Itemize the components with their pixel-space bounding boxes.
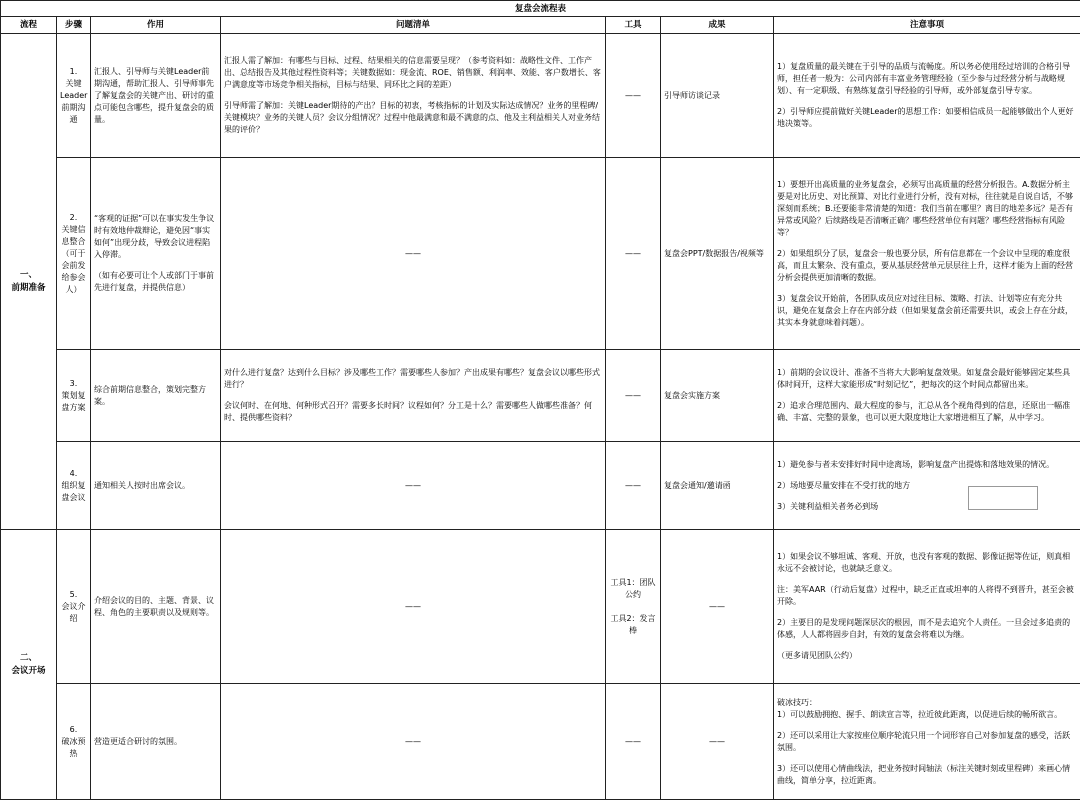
table-row	[1, 158, 1080, 350]
purpose-cell: 通知相关人按时出席会议。	[91, 442, 221, 530]
header-purpose: 作用	[91, 17, 221, 34]
header-tool: 工具	[606, 17, 661, 34]
header-phase: 流程	[1, 17, 57, 34]
questions-cell: ——	[221, 158, 606, 350]
tool-cell: ——	[606, 442, 661, 530]
questions-cell: ——	[221, 684, 606, 800]
phase-cell-preparation	[1, 34, 57, 530]
result-cell: 引导师访谈记录	[661, 34, 774, 158]
purpose-cell: 介绍会议的目的、主题、背景、议程、角色的主要职责以及规则等。	[91, 530, 221, 684]
table-row	[1, 350, 1080, 442]
questions-cell: ——	[221, 442, 606, 530]
header-result: 成果	[661, 17, 774, 34]
result-cell: 复盘会通知/邀请函	[661, 442, 774, 530]
step-cell: 3. 策划复 盘方案	[57, 350, 91, 442]
notes-cell: 1）如果会议不够坦诚、客观、开放，也没有客观的数据、影像证据等佐证，则真相永远不会被讨论，也就缺乏意义。 注：美军AAR（行动后复盘）过程中，缺乏正直或坦率的人将得不到晋升，甚至会被开除。 2）主要目的是发现问题深层次的根因，而不是去追究个人责任。一旦会过多追责的体感，人人都将固步自封，有效的复盘会将难以为继。 （更多请见团队公约）	[774, 530, 1080, 684]
table-row	[1, 684, 1080, 800]
questions-cell: 对什么进行复盘？达到什么目标？涉及哪些工作？需要哪些人参加？产出成果有哪些？复盘会议以哪些形式进行？ 会议何时、在何地、何种形式召开？需要多长时间？议程如何？分工是十么？需要哪些人做哪些准备？何时、提供哪些资料？	[221, 350, 606, 442]
result-cell: 复盘会PPT/数据报告/视频等	[661, 158, 774, 350]
purpose-cell: “客观的证据”可以在事实发生争议时有效地仲裁辩论，避免因“事实如何”出现分歧，导致会议进程陷入停滞。 （如有必要可让个人或部门于事前先进行复盘，并提供信息）	[91, 158, 221, 350]
tool-cell: ——	[606, 34, 661, 158]
questions-cell: ——	[221, 530, 606, 684]
phase-label: 二、 会议开场	[11, 652, 46, 676]
result-cell: 复盘会实施方案	[661, 350, 774, 442]
embedded-text-box	[968, 486, 1038, 510]
result-cell: ——	[661, 530, 774, 684]
header-questions: 问题清单	[221, 17, 606, 34]
notes-cell: 1）要想开出高质量的业务复盘会，必须写出高质量的经营分析报告。A.数据分析主要是对比历史、对比预算、对比行业进行分析，没有对标，往往就是自说自话，不够深刻而系统；B.还要能非常清楚的知道：我们当前在哪里？离目的地差多远？是否有异常或风险？后续路线是否清晰正确？哪些经营单位有问题？哪些经营指标有风险等？ 2）如果组织分了层，复盘会一般也要分层，所有信息都在一个会议中呈现的难度很高，而且太繁杂、没有重点，要从基层经营单元层层往上升，这样才能为上面的经营分析会提供更加清晰的数据。 3）复盘会议开始前，各团队成员应对过往目标、策略、打法、计划等应有充分共识，避免在复盘会上存在内部分歧（但如果复盘会前还需要共识，或会上存在分歧，其实本身就意味着问题）。	[774, 158, 1080, 350]
tool-cell: ——	[606, 684, 661, 800]
tool-cell: 工具1：团队公约 工具2：发言棒	[606, 530, 661, 684]
table-row	[1, 530, 1080, 684]
purpose-cell: 综合前期信息整合，策划完整方案。	[91, 350, 221, 442]
table-row	[1, 442, 1080, 530]
step-cell: 2. 关键信 息整合 （可于 会前发 给参会 人）	[57, 158, 91, 350]
table-title: 复盘会流程表	[1, 1, 1080, 17]
notes-cell: 1）前期的会议设计、准备不当将大大影响复盘效果。如复盘会最好能够固定某些具体时间开，这样大家能形成“时刻记忆”，把每次的这个时间点都留出来。 2）追求合理范围内、最大程度的参与，汇总从各个视角得到的信息，还原出一幅准确、丰富、完整的景象，也可以更大限度地让大家增进相互了解，从中学习。	[774, 350, 1080, 442]
tool-cell: ——	[606, 158, 661, 350]
step-cell: 1. 关键 Leader 前期沟 通	[57, 34, 91, 158]
purpose-cell: 汇报人、引导师与关键Leader前期沟通，帮助汇报人、引导师事先了解复盘会的关键产出、研讨的重点可能包含哪些，提升复盘会的质量。	[91, 34, 221, 158]
phase-cell-opening	[1, 530, 57, 800]
header-row	[1, 17, 1080, 34]
phase-label: 一、 前期准备	[11, 269, 46, 293]
questions-cell: 汇报人需了解加：有哪些与目标、过程、结果相关的信息需要呈现？（参考资料如：战略性文件、工作产出、总结报告及其他过程性资料等；关键数据如：现金流、ROE、销售额、利润率、效能、客户数增长、客户满意度等市场竞争相关指标，目标与结果、同环比之间的差距） 引导师需了解加：关键Leader期待的产出？目标的初衷，考核指标的计划及实际达成情况？业务的里程碑/关键模块？业务的关键人员？会议分组情况？过程中他最满意和最不满意的点、他及主利益相关人对业务结果的评价？	[221, 34, 606, 158]
step-cell: 6. 破冰预 热	[57, 684, 91, 800]
purpose-cell: 营造更适合研讨的氛围。	[91, 684, 221, 800]
step-cell: 4. 组织复 盘会议	[57, 442, 91, 530]
notes-cell: 破冰技巧： 1）可以鼓励拥抱、握手、朗读宣言等，拉近彼此距离，以促进后续的畅所欲言。 2）还可以采用让大家按座位顺序轮流只用一个词形容自己对参加复盘的感受，活跃氛围。 3）还可以使用心情曲线法，把业务按时间轴法（标注关键时刻或里程碑）来画心情曲线，简单分享，拉近距离。	[774, 684, 1080, 800]
tool-cell: ——	[606, 350, 661, 442]
step-cell: 5. 会议介 绍	[57, 530, 91, 684]
table-row	[1, 34, 1080, 158]
notes-cell: 1）避免参与者未安排好时间中途离场，影响复盘产出提炼和落地效果的情况。 2）场地要尽量安排在不受打扰的地方 3）关键利益相关者务必到场	[774, 442, 1080, 530]
result-cell: ——	[661, 684, 774, 800]
notes-cell: 1）复盘质量的最关键在于引导的品质与流畅度。所以务必使用经过培训的合格引导师，担任者一般为：公司内部有丰富业务管理经验（至少参与过经营分析与战略规划）、有一定职级、有熟练复盘引导经验的引导师，或外部复盘引导专家。 2）引导师应提前做好关键Leader的思想工作：如要相信成员一起能够做出个人更好地决策等。	[774, 34, 1080, 158]
header-step: 步骤	[57, 17, 91, 34]
header-notes: 注意事项	[774, 17, 1080, 34]
